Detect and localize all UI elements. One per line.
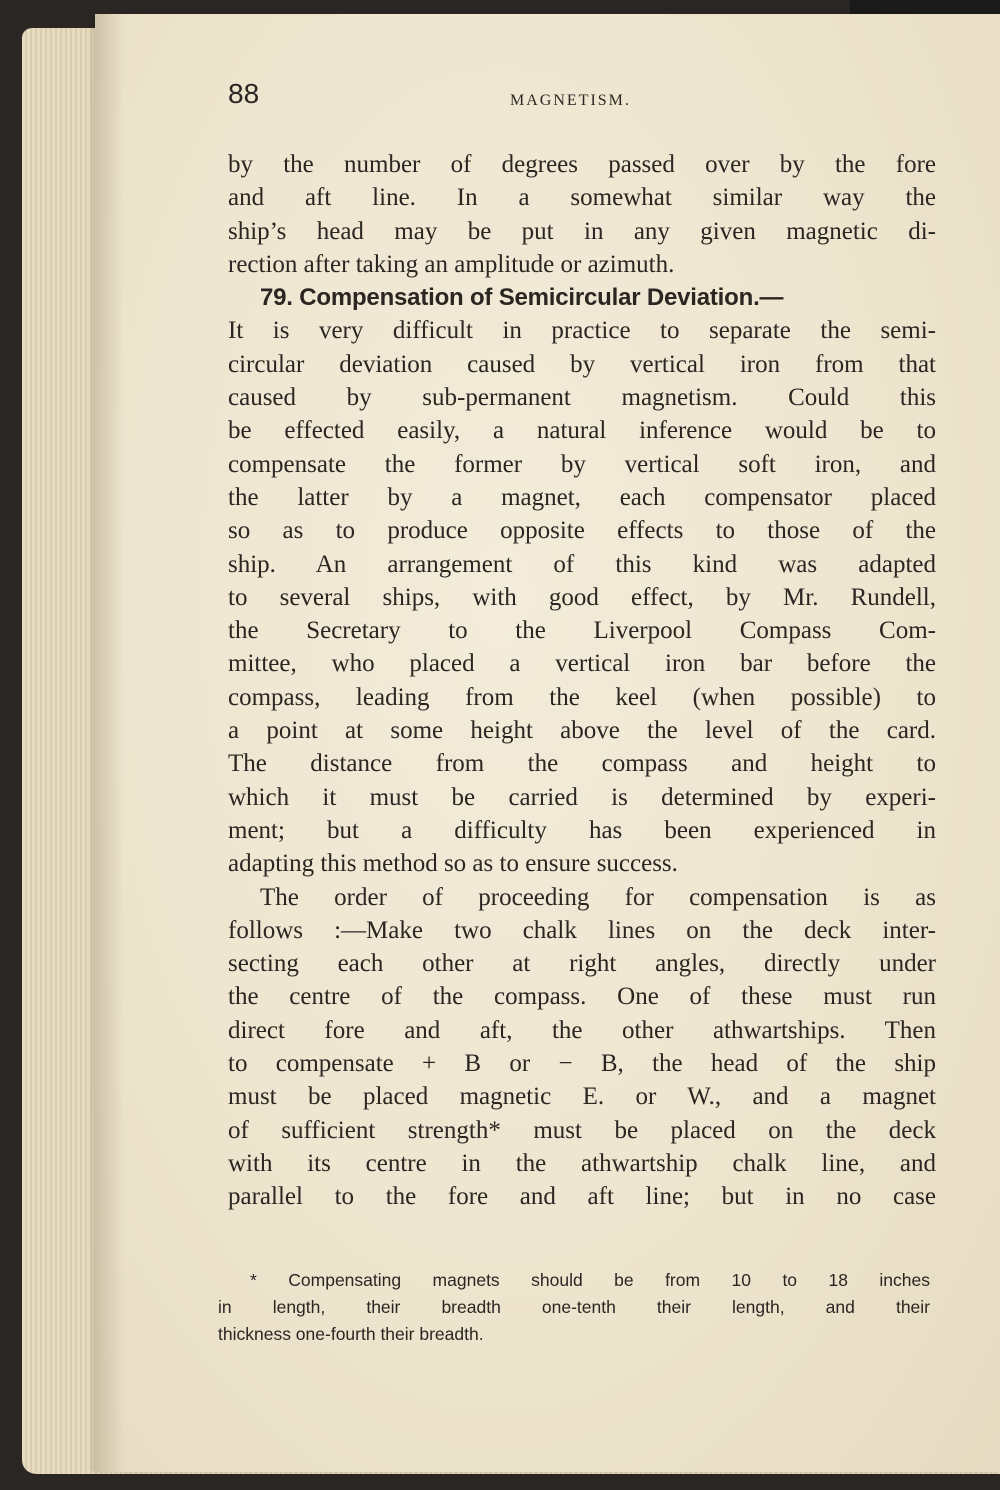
text-line: which it must be carried is determined by experi-: [228, 783, 936, 811]
text-line: mittee, who placed a vertical iron bar before the: [228, 650, 936, 678]
text-line: so as to produce opposite effects to those of the: [228, 517, 936, 545]
section-heading: 79. Compensation of Semicircular Deviation.—: [260, 284, 784, 312]
text-line: circular deviation caused by vertical iron from that: [228, 350, 936, 378]
text-line: follows :—Make two chalk lines on the deck inter-: [228, 916, 936, 944]
text-line: ment; but a difficulty has been experienced in: [228, 816, 936, 844]
text-line: secting each other at right angles, directly under: [228, 950, 936, 978]
text-line: ship. An arrangement of this kind was adapted: [228, 550, 936, 578]
footnote-line: thickness one-fourth their breadth.: [218, 1324, 484, 1344]
text-line: the latter by a magnet, each compensator placed: [228, 483, 936, 511]
text-line: the centre of the compass. One of these must run: [228, 983, 936, 1011]
text-line: caused by sub-permanent magnetism. Could this: [228, 384, 936, 412]
text-line: to compensate + B or − B, the head of the ship: [228, 1050, 936, 1078]
text-line: adapting this method so as to ensure success.: [228, 850, 678, 878]
text-line: with its centre in the athwartship chalk line, and: [228, 1149, 936, 1177]
running-head: MAGNETISM.: [510, 92, 631, 109]
text-line: The order of proceeding for compensation is as: [260, 883, 936, 911]
text-line: rection after taking an amplitude or azimuth.: [228, 250, 675, 278]
text-line: the Secretary to the Liverpool Compass Com-: [228, 617, 936, 645]
text-line: to several ships, with good effect, by Mr. Rundell,: [228, 583, 936, 611]
page-number: 88: [228, 78, 260, 109]
text-line: It is very difficult in practice to separate the semi-: [228, 317, 936, 345]
text-line: must be placed magnetic E. or W., and a magnet: [228, 1083, 936, 1111]
body-text: [228, 148, 936, 1214]
text-line: be effected easily, a natural inference would be to: [228, 417, 936, 445]
page-header: [228, 78, 938, 118]
text-line: direct fore and aft, the other athwartships. Then: [228, 1016, 936, 1044]
gutter-shadow: [95, 14, 125, 1472]
footnote-line: * Compensating magnets should be from 10 to 18 inches: [250, 1270, 930, 1290]
text-line: ship’s head may be put in any given magnetic di-: [228, 217, 936, 245]
footnote-line: in length, their breadth one-tenth their length, and their: [218, 1297, 930, 1317]
text-line: a point at some height above the level of the card.: [228, 717, 936, 745]
text-line: compensate the former by vertical soft iron, and: [228, 450, 936, 478]
text-line: by the number of degrees passed over by the fore: [228, 151, 936, 178]
footnote: [218, 1267, 930, 1348]
text-line: parallel to the fore and aft line; but in no case: [228, 1183, 936, 1211]
text-line: compass, leading from the keel (when possible) to: [228, 683, 936, 711]
text-line: The distance from the compass and height to: [228, 750, 936, 778]
text-line: of sufficient strength* must be placed on the deck: [228, 1116, 936, 1144]
text-line: and aft line. In a somewhat similar way the: [228, 184, 936, 212]
